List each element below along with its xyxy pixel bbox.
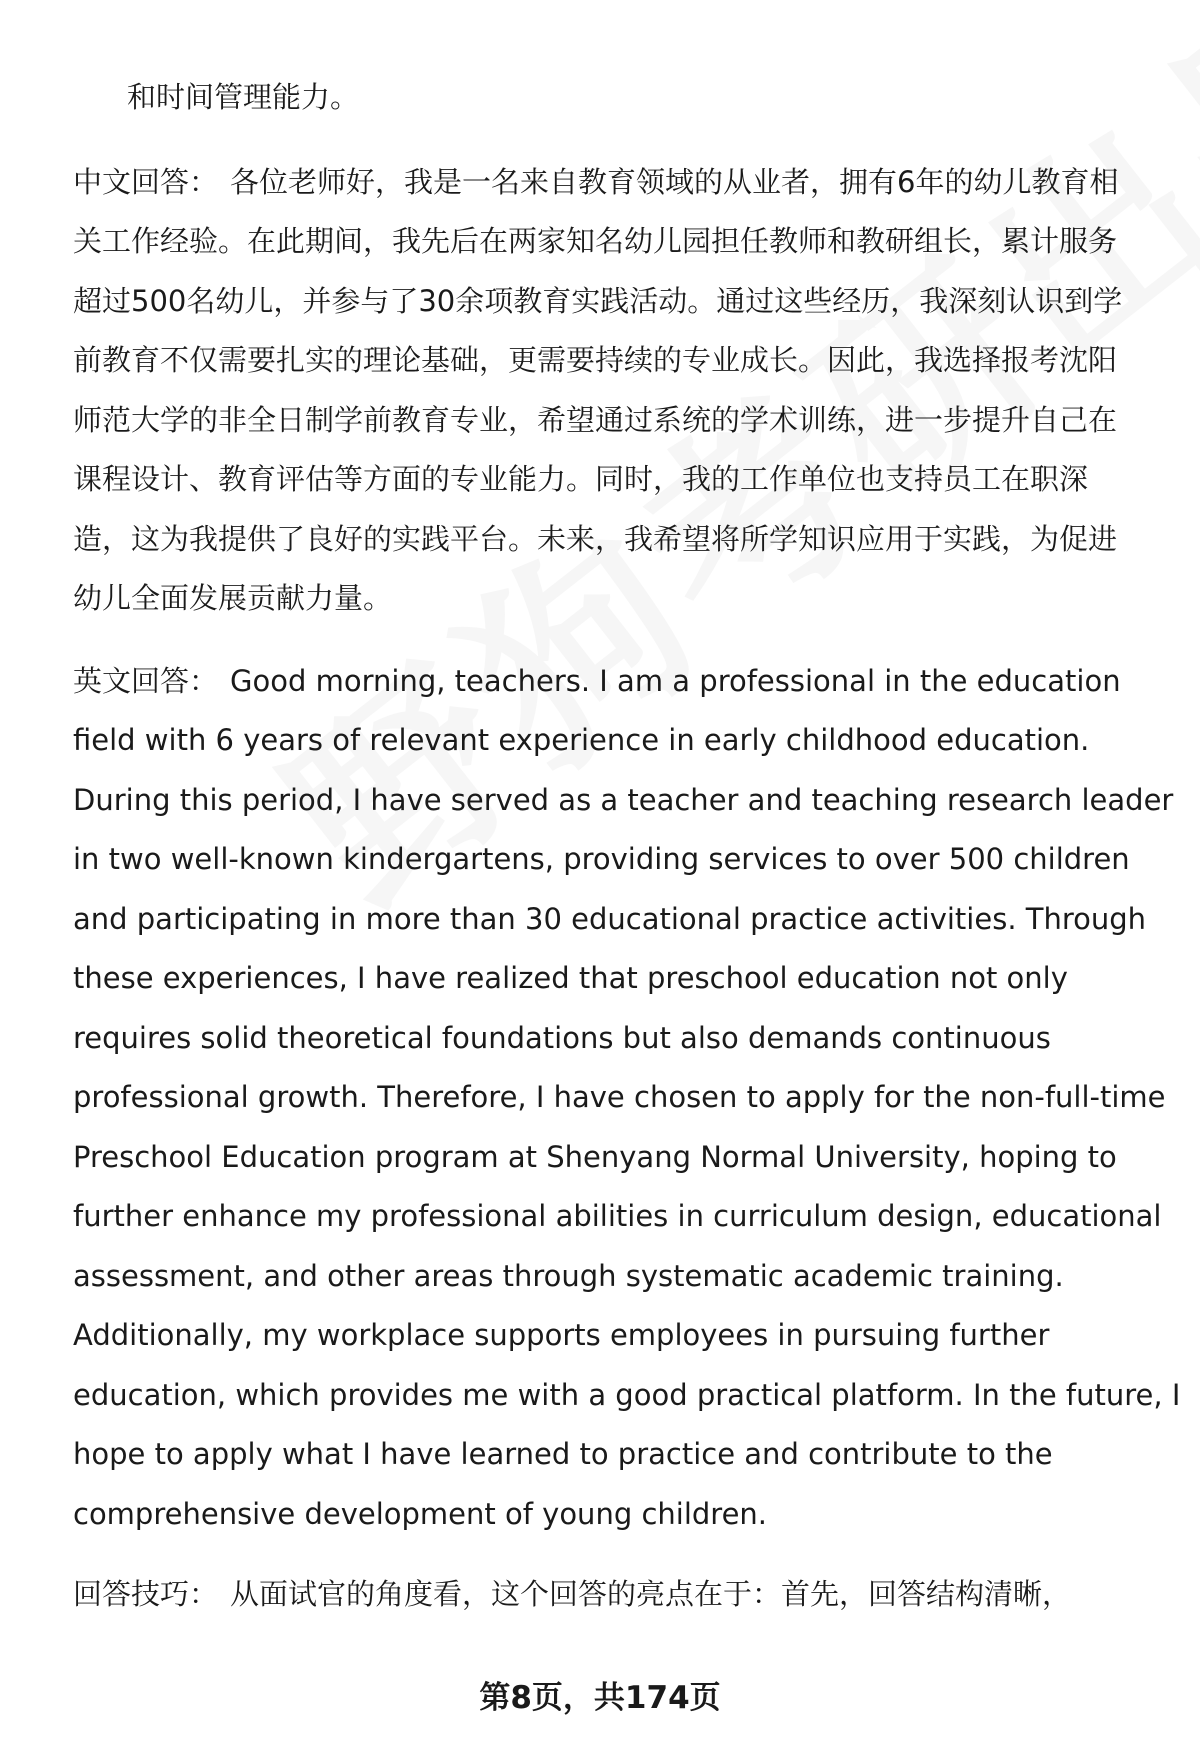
document-body	[73, 68, 1181, 1625]
english-answer-line: Additionally, my workplace supports employees in pursuing further	[73, 1318, 1050, 1352]
english-answer-text: Good morning, teachers. I am a professional in the education	[230, 663, 1121, 698]
english-answer-line: these experiences, I have realized that preschool education not only	[73, 961, 1068, 995]
chinese-answer-first-line	[73, 153, 1163, 213]
english-answer-line: requires solid theoretical foundations but also demands continuous	[73, 1020, 1051, 1055]
english-answer-line: in two well-known kindergartens, providing services to over 500 children	[73, 842, 1130, 876]
answer-tips-first-line	[73, 1565, 1163, 1625]
english-answer-first-line	[73, 652, 1163, 712]
chinese-answer-line: 幼儿全面发展贡献力量。	[73, 581, 393, 615]
chinese-answer-label: 中文回答：	[73, 164, 219, 199]
chinese-answer-line: 前教育不仅需要扎实的理论基础，更需要持续的专业成长。因此，我选择报考沈阳	[73, 343, 1118, 377]
intro-line: 和时间管理能力。	[127, 80, 360, 114]
chinese-answer-line: 课程设计、教育评估等方面的专业能力。同时，我的工作单位也支持员工在职深	[73, 462, 1089, 496]
english-answer-line: hope to apply what I have learned to practice and contribute to the	[73, 1437, 1053, 1471]
chinese-answer-section	[73, 153, 1163, 629]
answer-tips-label: 回答技巧：	[73, 1577, 219, 1611]
answer-tips-text: 从面试官的角度看，这个回答的亮点在于：首先，回答结构清晰，	[230, 1577, 1072, 1611]
chinese-answer-line: 造，这为我提供了良好的实践平台。未来，我希望将所学知识应用于实践，为促进	[73, 521, 1118, 556]
english-answer-line: Preschool Education program at Shenyang Normal University, hoping to	[73, 1139, 1117, 1174]
english-answer-section	[73, 652, 1181, 1545]
page-number-footer: 第8页，共174页	[479, 1680, 721, 1716]
english-answer-line: comprehensive development of young children.	[73, 1496, 768, 1531]
chinese-answer-text: 各位老师好，我是一名来自教育领域的从业者，拥有6年的幼儿教育相	[230, 164, 1119, 199]
english-answer-line: professional growth. Therefore, I have chosen to apply for the non-full-time	[73, 1080, 1166, 1114]
chinese-answer-line: 超过500名幼儿，并参与了30余项教育实践活动。通过这些经历，我深刻认识到学	[73, 283, 1123, 318]
english-answer-line: field with 6 years of relevant experience in early childhood education.	[73, 723, 1090, 757]
chinese-answer-line: 师范大学的非全日制学前教育专业，希望通过系统的学术训练，进一步提升自己在	[73, 402, 1118, 437]
english-answer-label: 英文回答：	[73, 663, 219, 698]
english-answer-line: During this period, I have served as a teacher and teaching research leader	[73, 782, 1174, 817]
chinese-answer-line: 关工作经验。在此期间，我先后在两家知名幼儿园担任教师和教研组长，累计服务	[73, 224, 1118, 258]
english-answer-line: and participating in more than 30 educational practice activities. Through	[73, 901, 1147, 936]
english-answer-line: further enhance my professional abilities in curriculum design, educational	[73, 1199, 1162, 1233]
english-answer-line: education, which provides me with a good practical platform. In the future, I	[73, 1377, 1181, 1412]
english-answer-line: assessment, and other areas through systematic academic training.	[73, 1258, 1064, 1293]
answer-tips-section	[73, 1565, 1163, 1625]
